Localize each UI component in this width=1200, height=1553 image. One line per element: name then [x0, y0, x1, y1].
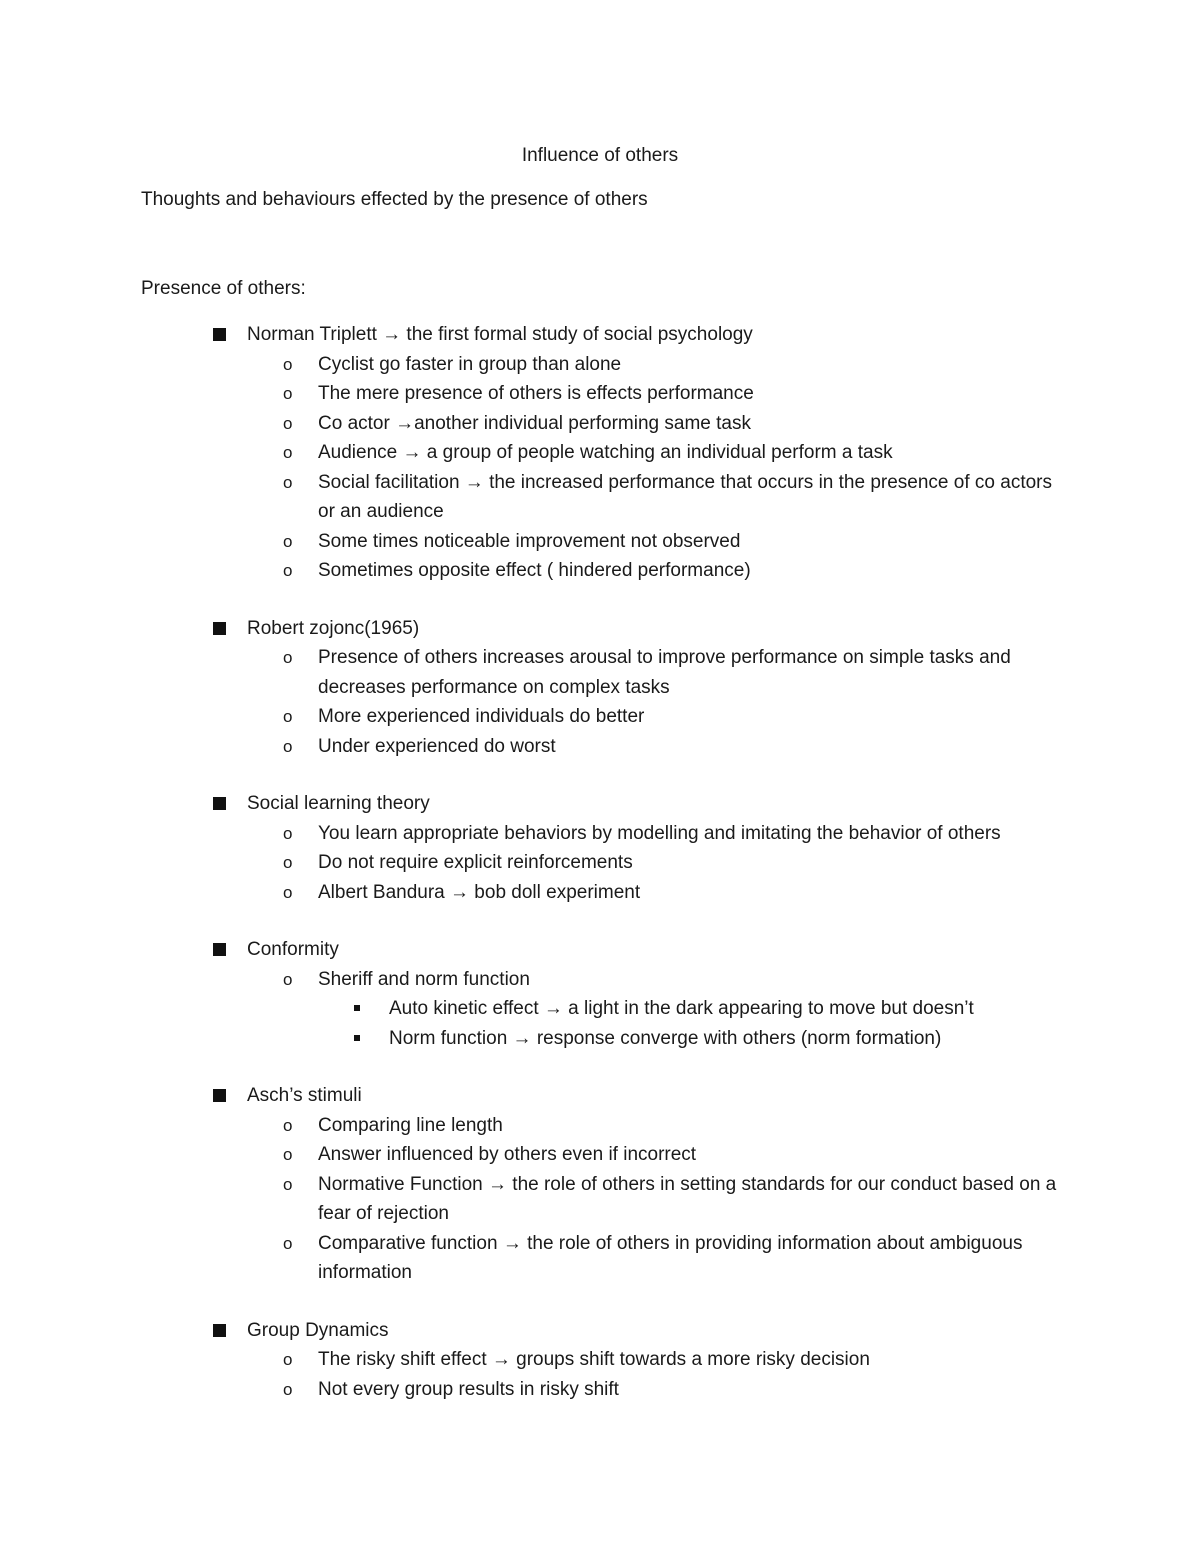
outline-section [0, 935, 1200, 1053]
list-item [0, 556, 1200, 586]
list-item-text: The risky shift effect → groups shift towards a more risky decision [318, 1349, 870, 1370]
sub-list-item [0, 1024, 1200, 1054]
list-item-text: Presence of others increases arousal to improve performance on simple tasks and decreases performance on complex tasks [318, 647, 1011, 698]
list-item [0, 1170, 1200, 1229]
list-item-text: Answer influenced by others even if incorrect [318, 1144, 697, 1165]
circle-bullet-icon: o [283, 823, 293, 843]
circle-bullet-icon: o [283, 472, 293, 492]
circle-bullet-icon: o [283, 736, 293, 756]
outline-section [0, 614, 1200, 762]
section-heading-text: Robert zojonc(1965) [247, 617, 420, 639]
list-item-text: Sheriff and norm function [318, 968, 530, 990]
list-item [0, 409, 1200, 439]
outline-section [0, 320, 1200, 586]
small-square-bullet-icon [354, 1035, 360, 1041]
list-item [0, 643, 1200, 702]
list-item-text: Comparative function → the role of others in providing information about ambiguous information [318, 1232, 1023, 1283]
list-item [0, 1111, 1200, 1141]
outline-section [0, 789, 1200, 907]
circle-bullet-icon: o [283, 648, 293, 667]
circle-bullet-icon: o [283, 1174, 293, 1194]
list-item-text: You learn appropriate behaviors by modelling and imitating the behavior of others [318, 822, 1001, 844]
circle-bullet-icon: o [283, 707, 293, 726]
list-item-text: Cyclist go faster in group than alone [318, 353, 622, 375]
square-bullet-icon [213, 328, 226, 341]
outline-section [0, 1316, 1200, 1405]
circle-bullet-icon: o [283, 1145, 293, 1164]
list-item [0, 878, 1200, 908]
section-heading-text: Asch’s stimuli [247, 1085, 362, 1106]
section-heading-text: Social learning theory [247, 793, 430, 814]
list-item [0, 1229, 1200, 1288]
list-item [0, 732, 1200, 762]
list-item [0, 1345, 1200, 1375]
list-item-text: Sometimes opposite effect ( hindered performance) [318, 560, 751, 581]
small-square-bullet-icon [354, 1005, 360, 1011]
list-item-text: Not every group results in risky shift [318, 1378, 619, 1400]
list-item [0, 350, 1200, 380]
circle-bullet-icon: o [283, 969, 293, 989]
circle-bullet-icon: o [283, 1350, 293, 1369]
square-bullet-icon [213, 622, 226, 635]
list-item-text: Comparing line length [318, 1114, 503, 1136]
section-heading-text: Group Dynamics [247, 1319, 389, 1341]
section-heading [0, 1316, 1200, 1346]
circle-bullet-icon: o [283, 853, 293, 872]
list-item-text: Albert Bandura → bob doll experiment [318, 881, 641, 903]
list-item-text: More experienced individuals do better [318, 706, 645, 727]
list-item [0, 1375, 1200, 1405]
sub-list-item-text: Auto kinetic effect → a light in the dark appearing to move but doesn’t [389, 998, 974, 1019]
list-item [0, 702, 1200, 732]
section-heading [0, 320, 1200, 350]
list-item [0, 527, 1200, 557]
list-item-text: Co actor →another individual performing same task [318, 412, 751, 434]
sub-list-item-text: Norm function → response converge with others (norm formation) [389, 1027, 942, 1049]
list-item-text: Some times noticeable improvement not observed [318, 530, 741, 552]
square-bullet-icon [213, 1324, 226, 1337]
circle-bullet-icon: o [283, 882, 293, 902]
section-heading-text: Norman Triplett → the first formal study of social psychology [247, 324, 753, 345]
circle-bullet-icon: o [283, 443, 293, 462]
section-heading-text: Conformity [247, 939, 339, 960]
circle-bullet-icon: o [283, 413, 293, 433]
circle-bullet-icon: o [283, 384, 293, 403]
list-item [0, 468, 1200, 527]
section-heading [0, 614, 1200, 644]
circle-bullet-icon: o [283, 1233, 293, 1253]
circle-bullet-icon: o [283, 561, 293, 580]
section-heading [0, 1081, 1200, 1111]
list-item-text: Audience → a group of people watching an individual perform a task [318, 442, 893, 463]
list-item [0, 438, 1200, 468]
outline-section [0, 1081, 1200, 1288]
list-item [0, 848, 1200, 878]
intro-heading: Presence of others: [141, 278, 306, 299]
list-item-text: Normative Function → the role of others in setting standards for our conduct based on a fear of rejection [318, 1173, 1057, 1224]
list-item [0, 819, 1200, 849]
list-item-text: Under experienced do worst [318, 735, 556, 757]
circle-bullet-icon: o [283, 354, 293, 374]
list-item-text: Do not require explicit reinforcements [318, 852, 633, 873]
list-item-text: Social facilitation → the increased performance that occurs in the presence of co actors or an audience [318, 471, 1052, 522]
circle-bullet-icon: o [283, 1115, 293, 1135]
list-item [0, 1140, 1200, 1170]
subtitle: Thoughts and behaviours effected by the presence of others [141, 189, 648, 210]
circle-bullet-icon: o [283, 531, 293, 551]
square-bullet-icon [213, 1089, 226, 1102]
outline-sections [0, 320, 1200, 1432]
list-item [0, 965, 1200, 995]
page-title: Influence of others [521, 145, 679, 166]
square-bullet-icon [213, 943, 226, 956]
list-item-text: The mere presence of others is effects performance [318, 383, 754, 404]
section-heading [0, 789, 1200, 819]
section-heading [0, 935, 1200, 965]
sub-list-item [0, 994, 1200, 1024]
square-bullet-icon [213, 797, 226, 810]
circle-bullet-icon: o [283, 1379, 293, 1399]
list-item [0, 379, 1200, 409]
